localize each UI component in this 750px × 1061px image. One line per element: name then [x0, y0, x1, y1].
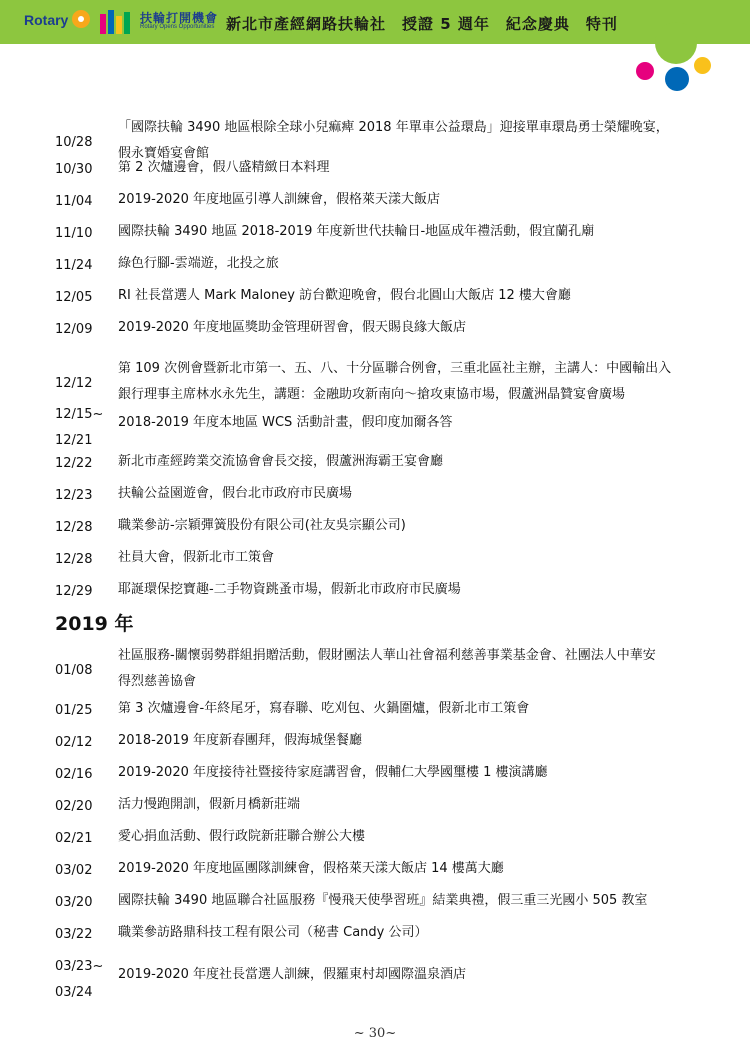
event-date: 03/22	[55, 927, 93, 942]
event-description: 銀行理事主席林水永先生，講題：金融助攻新南向～搶攻東協市場，假蘆洲晶贊宴會廣場	[118, 387, 626, 402]
event-description: 2019-2020 年度地區獎助金管理研習會，假天賜良緣大飯店	[118, 320, 466, 335]
event-date: 10/28	[55, 135, 93, 150]
event-description: 2019-2020 年度接待社暨接待家庭講習會，假輔仁大學國璽樓 1 樓演講廳	[118, 765, 548, 780]
event-description: 第 3 次爐邊會-年終尾牙，寫春聯、吃刈包、火鍋圍爐，假新北市工策會	[118, 701, 530, 716]
event-description: 2019-2020 年度地區團隊訓練會，假格萊天漾大飯店 14 樓萬大廳	[118, 861, 504, 876]
event-description: 愛心捐血活動、假行政院新莊聯合辦公大樓	[118, 829, 366, 844]
opportunities-logo-icon	[100, 8, 134, 34]
event-date: 10/30	[55, 162, 93, 177]
event-description: 活力慢跑開訓，假新月橋新莊端	[118, 797, 301, 812]
header-title: 新北市產經網路扶輪社 授證 5 週年 紀念慶典 特刊	[226, 15, 618, 33]
event-description: 2018-2019 年度本地區 WCS 活動計畫，假印度加爾各答	[118, 415, 453, 430]
event-description: 「國際扶輪 3490 地區根除全球小兒痲痺 2018 年單車公益環島」迎接單車環島勇士榮耀晚宴，	[118, 120, 669, 135]
event-description: 2019-2020 年度社長當選人訓練，假羅東村却國際溫泉酒店	[118, 967, 466, 982]
decorative-green-circle	[655, 22, 697, 64]
event-date: 02/16	[55, 767, 93, 782]
event-description: 2018-2019 年度新春團拜，假海城堡餐廳	[118, 733, 362, 748]
event-description: 扶輪公益園遊會，假台北市政府市民廣場	[118, 486, 353, 501]
event-date: 01/08	[55, 663, 93, 678]
event-date-end: 03/24	[55, 985, 93, 1000]
page-number: ~ 30~	[353, 1026, 397, 1041]
event-description: 社員大會，假新北市工策會	[118, 550, 275, 565]
event-date: 01/25	[55, 703, 93, 718]
event-date: 12/15~	[55, 407, 104, 422]
event-description: 2019-2020 年度地區引導人訓練會，假格萊天漾大飯店	[118, 192, 440, 207]
event-date: 12/29	[55, 584, 93, 599]
event-date: 02/20	[55, 799, 93, 814]
event-description: 職業參訪路鼎科技工程有限公司（秘書 Candy 公司）	[118, 925, 428, 940]
rotary-logo-text: Rotary	[24, 12, 69, 28]
event-description: 耶誕環保挖寶趣-二手物資跳蚤市場，假新北市政府市民廣場	[118, 582, 461, 597]
event-date: 12/09	[55, 322, 93, 337]
event-description: 新北市產經跨業交流協會會長交接，假蘆洲海霸王宴會廳	[118, 454, 444, 469]
event-description: 假永寶婚宴會館	[118, 146, 210, 161]
event-description: 社區服務-關懷弱勢群組捐贈活動，假財團法人華山社會福利慈善事業基金會、社團法人中華安	[118, 648, 656, 663]
event-date: 11/04	[55, 194, 93, 209]
decorative-pink-circle	[636, 62, 654, 80]
event-description: RI 社長當選人 Mark Maloney 訪台歡迎晚會，假台北圓山大飯店 12 樓大會廳	[118, 288, 571, 303]
event-date: 03/20	[55, 895, 93, 910]
header-banner	[0, 0, 750, 44]
event-description: 第 2 次爐邊會，假八盛精緻日本料理	[118, 160, 330, 175]
decorative-blue-circle	[665, 67, 689, 91]
event-date: 12/12	[55, 376, 93, 391]
event-description: 綠色行腳-雲端遊，北投之旅	[118, 256, 279, 271]
event-date: 02/21	[55, 831, 93, 846]
opportunities-logo-text: 扶輪打開機會	[140, 11, 219, 25]
event-date: 03/23~	[55, 959, 104, 974]
rotary-wheel-icon	[72, 10, 90, 28]
event-description: 第 109 次例會暨新北市第一、五、八、十分區聯合例會，三重北區社主辦，主講人：中國輸出入	[118, 361, 672, 376]
event-date: 11/24	[55, 258, 93, 273]
opportunities-logo-subtext: Rotary Opens Opportunities	[140, 24, 215, 30]
event-date-end: 12/21	[55, 433, 93, 448]
event-date: 11/10	[55, 226, 93, 241]
event-date: 12/28	[55, 520, 93, 535]
event-date: 02/12	[55, 735, 93, 750]
event-description: 職業參訪-宗穎彈簧股份有限公司(社友吳宗顯公司)	[118, 518, 406, 533]
year-heading: 2019 年	[55, 613, 134, 635]
decorative-yellow-circle	[694, 57, 711, 74]
event-description: 國際扶輪 3490 地區 2018-2019 年度新世代扶輪日-地區成年禮活動，假宜蘭孔廟	[118, 224, 595, 239]
event-date: 12/05	[55, 290, 93, 305]
event-description: 國際扶輪 3490 地區聯合社區服務『慢飛天使學習班』結業典禮，假三重三光國小 505 教室	[118, 893, 648, 908]
event-date: 12/28	[55, 552, 93, 567]
event-description: 得烈慈善協會	[118, 674, 197, 689]
event-date: 12/23	[55, 488, 93, 503]
event-date: 12/22	[55, 456, 93, 471]
event-date: 03/02	[55, 863, 93, 878]
